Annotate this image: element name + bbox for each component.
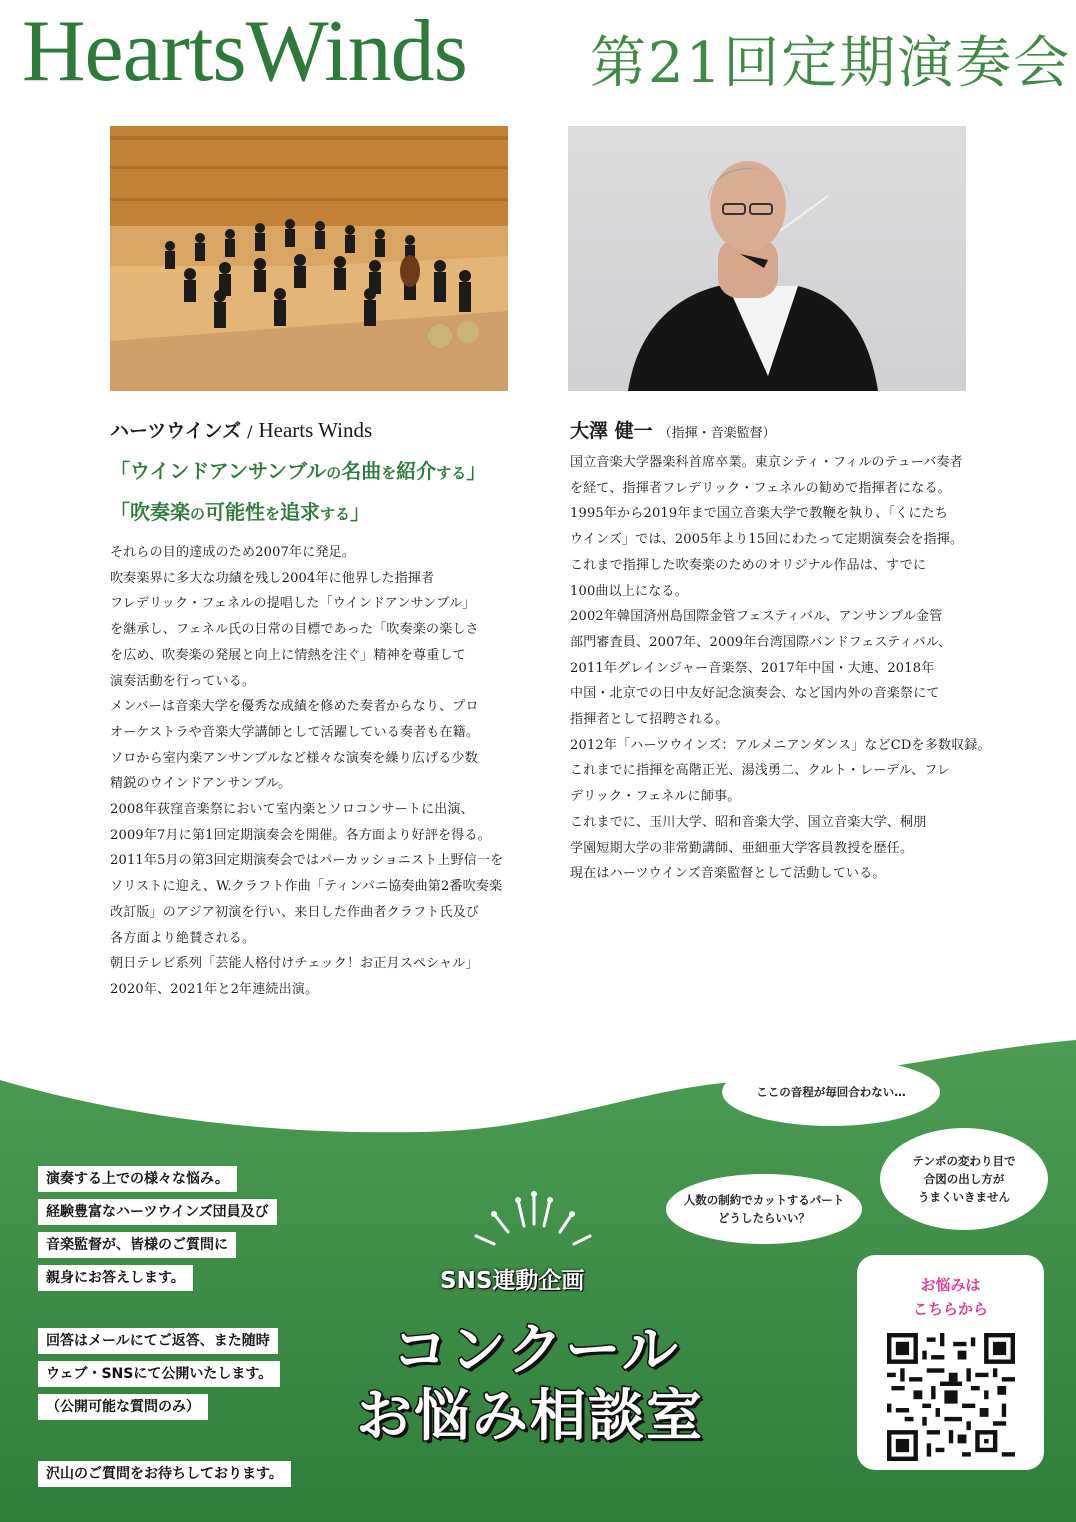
description-line: 2002年韓国済州島国際金管フェスティバル、アンサンブル金管 [570,609,943,625]
description-line: ソロから室内楽アンサンブルなど様々な演奏を繰り広げる少数 [110,750,478,766]
qr-heading-line: こちらから [912,1300,988,1318]
slogan-1-g: 」 [466,459,487,483]
description-line: これまでに、玉川大学、昭和音楽大学、国立音楽大学、桐朋 [570,814,927,830]
description-line: 2011年グレインジャー音楽祭、2017年中国・大連、2018年 [570,660,935,676]
description-line: 現在はハーツウインズ音楽監督として活動している。 [570,866,886,882]
name-separator: / [247,422,253,441]
slogan-2 [110,493,510,534]
brand-logo-text: HeartsWinds [22,3,467,100]
qr-heading-line: お悩みは [920,1276,981,1294]
slogan-2-d: を [265,505,281,523]
group-description [110,540,510,1003]
slogans [110,452,510,534]
description-line: 2020年、2021年と2年連続出演。 [110,981,319,997]
description-line: 100曲以上になる。 [570,583,688,599]
description-line: それらの目的達成のため2007年に発足。 [110,545,356,560]
description-line: フレデリック・フェネルの提唱した「ウインドアンサンブル」 [110,596,476,612]
description-line: 中国・北京での日中友好記念演奏会、など国内外の音楽祭にて [570,686,940,702]
description-line: 吹奏楽界に多大な功績を残し2004年に他界した指揮者 [110,570,435,586]
slogan-1-a: 「ウインドアンサンブル [110,459,327,483]
description-line: ソリストに迎え、W.クラフト作曲「ティンパニ協奏曲第2番吹奏楽 [110,879,503,895]
slogan-1 [110,452,510,493]
speech-bubble-parts [666,1174,862,1244]
description-line: 朝日テレビ系列「芸能人格付けチェック！お正月スペシャル」 [110,956,479,972]
conductor-description [570,450,991,887]
info-line: 音楽監督が、皆様のご質問に [38,1232,236,1258]
speech-bubble-tempo [880,1128,1048,1230]
group-profile [110,416,510,1003]
info-line: 親身にお答えします。 [38,1265,193,1291]
description-line: を経て、指揮者フレデリック・フェネルの勧めで指揮者になる。 [570,480,951,496]
description-line: 指揮者として招聘される。 [570,712,729,728]
speech-bubble-pitch [722,1058,940,1126]
description-line: 各方面より絶賛される。 [110,930,256,946]
slogan-2-g: 」 [350,500,371,524]
description-line: 演奏活動を行っている。 [110,673,256,689]
description-line: ウインズ」では、2005年より15回にわたって定期演奏会を指揮。 [570,532,964,548]
bubble-text: テンポの変わり目で [912,1154,1016,1168]
slogan-2-f: する [320,505,351,523]
contest-title: コンクール [392,1318,680,1383]
description-line: デリック・フェネルに師事。 [570,789,741,805]
group-name [110,416,510,446]
conductor-profile [570,416,991,887]
slogan-1-e: 紹介 [396,459,437,483]
info-group-1 [38,1166,277,1298]
slogan-2-b: の [190,505,206,523]
slogan-2-c: 可能性 [205,500,266,524]
group-name-jp: ハーツウインズ [110,420,242,442]
description-line: 改訂版」のアジア初演を行い、来日した作曲者クラフト氏及び [110,904,480,920]
description-line: 国立音楽大学器楽科首席卒業。東京シティ・フィルのテューバ奏者 [570,455,963,470]
band-photo [110,126,508,391]
header [0,0,1076,120]
slogan-2-e: 追求 [280,500,321,524]
info-group-2 [38,1328,280,1427]
bubble-text: うまくいきません [918,1190,1010,1204]
description-line: これまでに指揮を高階正光、湯浅勇二、クルト・レーデル、フレ [570,763,951,779]
sparkle-icon [468,1186,598,1252]
conductor-photo [568,126,966,391]
bubble-text: 合図の出し方が [923,1172,1005,1186]
description-line: 1995年から2019年まで国立音楽大学で教鞭を執り、「くにたち [570,506,949,522]
info-line: ウェブ・SNSにて公開いたします。 [38,1361,280,1387]
description-line: 2012年「ハーツウインズ：アルメニアンダンス」などCDを多数収録。 [570,737,991,753]
bubble-text: どうしたらいい？ [718,1211,810,1225]
conductor-role: （指揮・音楽監督） [658,426,776,441]
description-line: 2009年7月に第1回定期演奏会を開催。各方面より好評を得る。 [110,827,491,843]
info-line: 回答はメールにてご返答、また随時 [38,1328,278,1354]
description-line: これまで指揮した吹奏楽のためのオリジナル作品は、すでに [570,557,927,573]
description-line: を広め、吹奏楽の発展と向上に情熱を注ぐ」精神を尊重して [110,647,466,663]
band-photo-illustration [110,126,508,391]
description-line: 部門審査員、2007年、2009年台湾国際バンドフェスティバル、 [570,634,952,650]
slogan-1-d: を [381,464,397,482]
qr-card[interactable] [857,1255,1044,1470]
slogan-1-c: 名曲 [341,459,382,483]
conductor-photo-illustration [568,126,966,391]
info-line: 沢山のご質問をお待ちしております。 [38,1461,291,1487]
description-line: 学園短期大学の非常勤講師、亜細亜大学客員教授を歴任。 [570,840,914,856]
conductor-name-line [570,416,968,446]
description-line: メンバーは音楽大学を優秀な成績を修めた奏者からなり、プロ [110,699,479,715]
slogan-1-b: の [326,464,342,482]
description-line: 2008年荻窪音楽祭において室内楽とソロコンサートに出演、 [110,802,474,818]
description-line: 2011年5月の第3回定期演奏会ではパーカッショニスト上野信一を [110,853,504,869]
consultation-title: お悩み相談室 [356,1384,704,1449]
slogan-2-a: 「吹奏楽 [110,500,190,524]
description-line: 精鋭のウインドアンサンブル。 [110,776,292,792]
description-line: を継承し、フェネル氏の日常の目標であった「吹奏楽の楽しさ [110,622,479,638]
info-line: 演奏する上での様々な悩み。 [38,1166,237,1192]
info-group-3 [38,1461,291,1494]
description-line: オーケストラや音楽大学講師として活躍している奏者も在籍。 [110,724,480,740]
slogan-1-f: する [436,464,467,482]
concert-title: 第21回定期演奏会 [590,31,1072,96]
bubble-text: 人数の制約でカットするパート [683,1193,845,1207]
conductor-name: 大澤 健一 [570,420,653,442]
sns-campaign-title: SNS連動企画 [440,1268,585,1294]
group-name-en: Hearts Winds [258,418,373,442]
info-line: 経験豊富なハーツウインズ団員及び [38,1199,277,1225]
qr-code-icon[interactable] [887,1333,1015,1461]
info-line: （公開可能な質問のみ） [38,1394,208,1420]
bubble-text: ここの音程が毎回合わない… [756,1085,906,1099]
qr-heading [857,1273,1044,1321]
